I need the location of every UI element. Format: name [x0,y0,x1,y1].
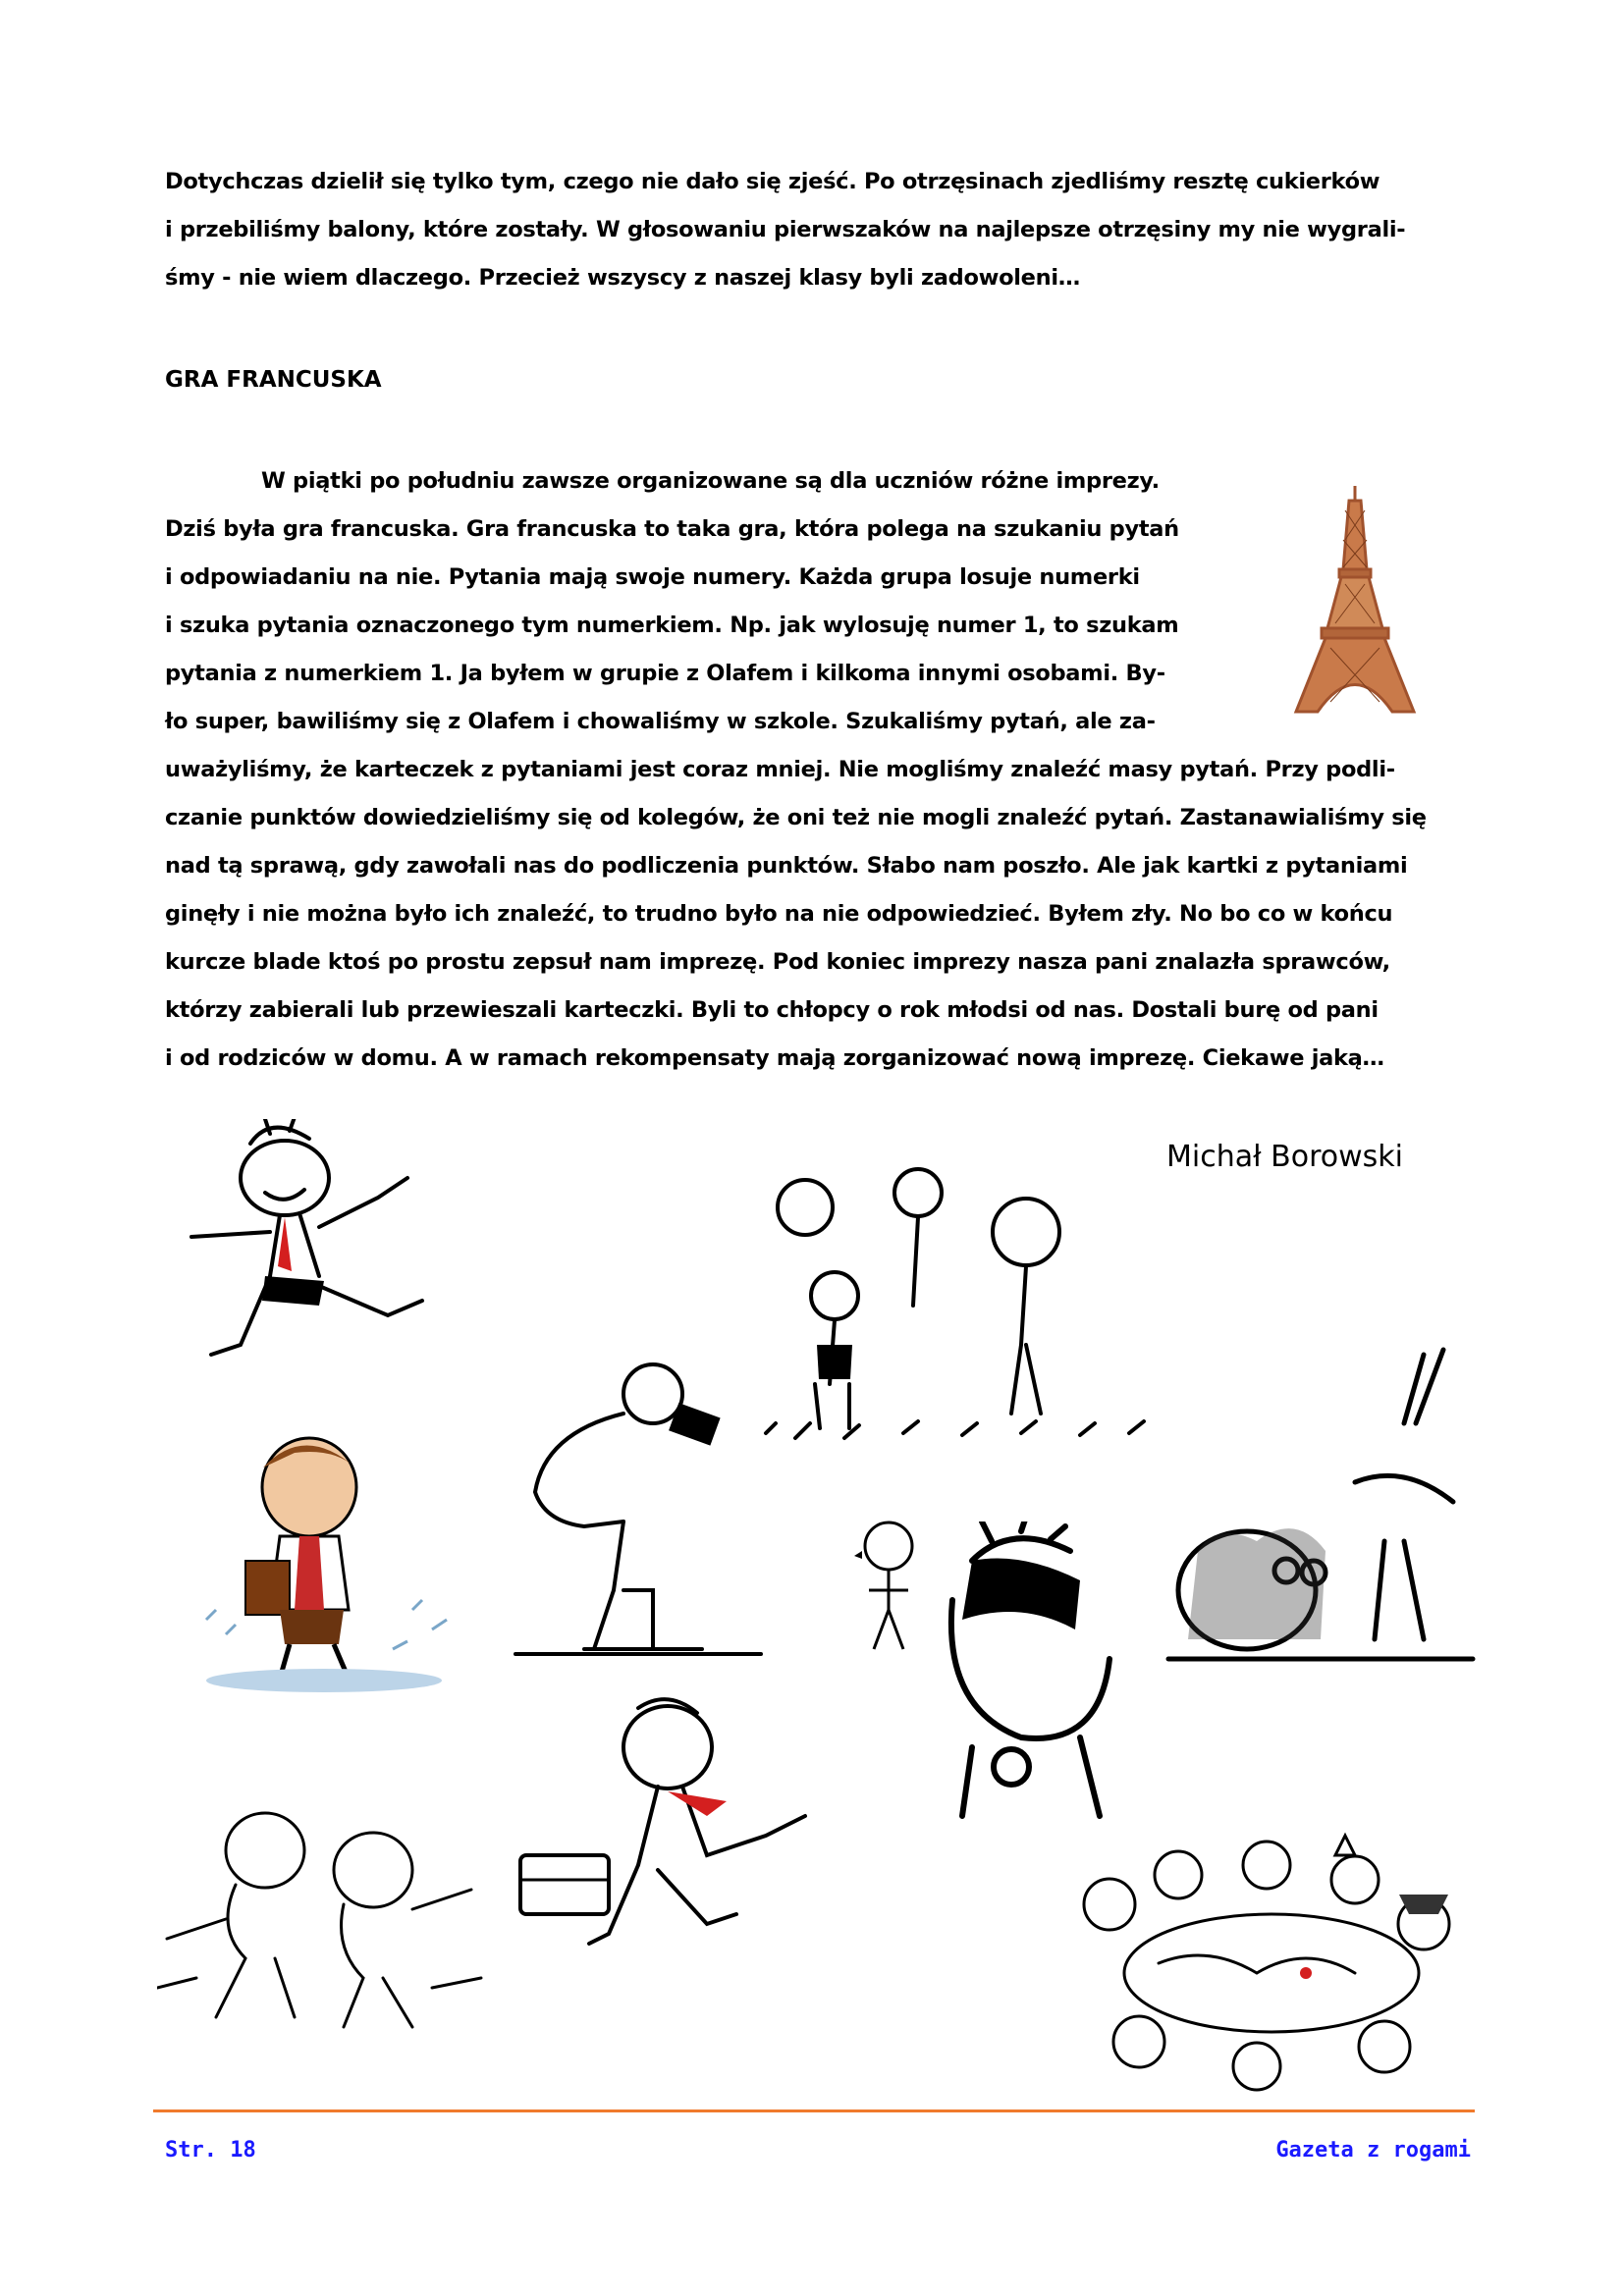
author-signature: Michał Borowski [1166,1140,1404,1174]
article-line: Dziś była gra francuska. Gra francuska to taka gra, która polega na szukaniu pytań [165,516,1179,542]
boy-running-arms-out-image [172,1119,476,1384]
footer-rule [153,2109,1475,2112]
publication-name: Gazeta z rogami [1275,2138,1471,2163]
article-line: uważyliśmy, że karteczek z pytaniami jest coraz mniej. Nie mogliśmy znaleźć masy pytań. Przy podli- [165,757,1395,782]
article-line: i szuka pytania oznaczonego tym numerkiem. Np. jak wylosuję numer 1, to szukam [165,613,1179,638]
man-and-cat-image [1159,1345,1483,1679]
man-with-camera-image [506,1355,771,1659]
article-line: kurcze blade ktoś po prostu zepsuł nam imprezę. Pod koniec imprezy nasza pani znalazła sprawców, [165,949,1390,975]
article-body [165,457,1427,1083]
page-number: Str. 18 [165,2138,256,2163]
boy-with-satchel-image [511,1688,815,1973]
intro-paragraph [165,158,1405,302]
article-line: ło super, bawiliśmy się z Olafem i chowaliśmy w szkole. Szukaliśmy pytań, ale za- [165,709,1156,734]
article-line: czanie punktów dowiedzieliśmy się od kolegów, że oni też nie mogli znaleźć pytań. Zastanawialiśmy się [165,805,1427,830]
article-line: ginęły i nie można było ich znaleźć, to trudno było na nie odpowiedzieć. Byłem zły. No bo co w końcu [165,901,1393,927]
boys-fighting-image [157,1791,491,2037]
people-at-table-image [1060,1826,1473,2101]
article-line: pytania z numerkiem 1. Ja byłem w grupie z Olafem i kilkoma innymi osobami. By- [165,661,1165,686]
article-line: i odpowiadaniu na nie. Pytania mają swoje numery. Każda grupa losuje numerki [165,564,1140,590]
article-line: i od rodziców w domu. A w ramach rekompensaty mają zorganizować nową imprezę. Ciekawe jaką… [165,1045,1384,1071]
intro-line: i przebiliśmy balony, które zostały. W głosowaniu pierwszaków na najlepsze otrzęsiny my nie wygrali- [165,217,1406,242]
boy-face-closeup-image [913,1522,1139,1826]
eiffel-tower-image [1276,481,1434,726]
intro-line: śmy - nie wiem dlaczego. Przecież wszyscy z naszej klasy byli zadowoleni… [165,265,1080,291]
article-line: W piątki po południu zawsze organizowane są dla uczniów różne imprezy. [261,468,1160,494]
article-line: nad tą sprawą, gdy zawołali nas do podliczenia punktów. Słabo nam poszło. Ale jak kartki z pytaniami [165,853,1408,879]
article-line: którzy zabierali lub przewieszali karteczki. Byli to chłopcy o rok młodsi od nas. Dostali burę od pani [165,997,1379,1023]
section-heading: GRA FRANCUSKA [165,367,382,393]
intro-line: Dotychczas dzielił się tylko tym, czego nie dało się zjeść. Po otrzęsinach zjedliśmy resztę cukierków [165,169,1380,194]
boys-looking-up-image [756,1158,1149,1453]
boy-in-puddle-image [187,1423,481,1698]
